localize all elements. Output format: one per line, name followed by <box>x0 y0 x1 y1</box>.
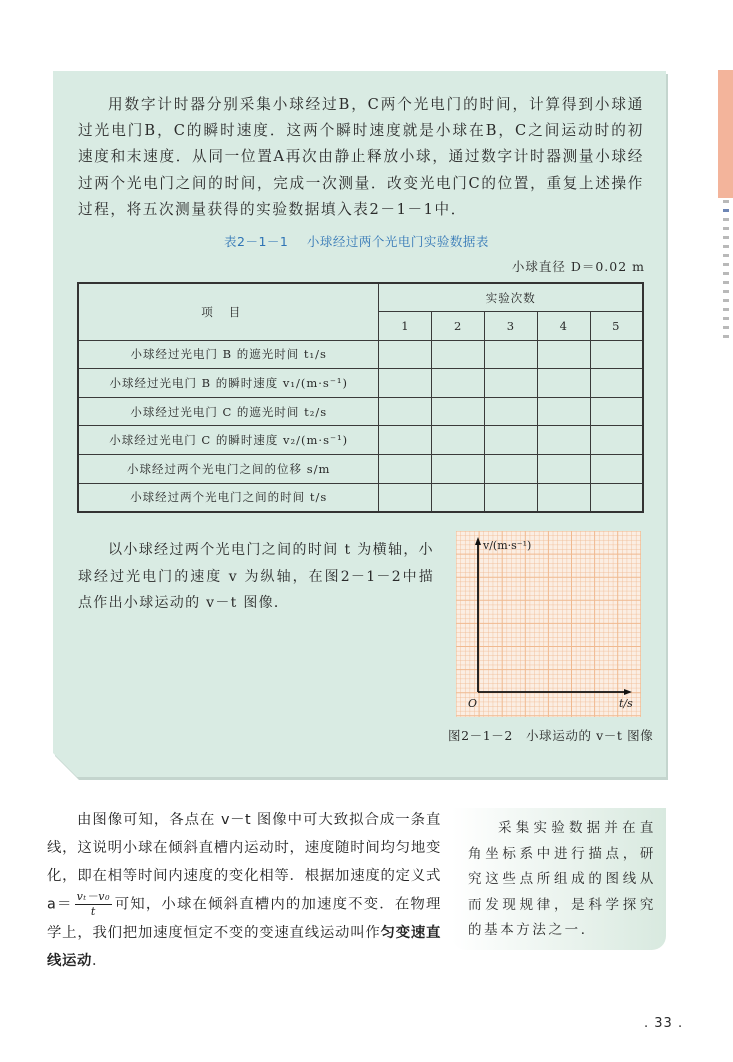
row-label: 小球经过光电门 C 的瞬时速度 v₂/(m·s⁻¹) <box>78 426 379 455</box>
data-cell[interactable] <box>485 483 538 512</box>
data-cell[interactable] <box>590 369 643 398</box>
x-axis-label: t/s <box>619 697 633 710</box>
table-caption <box>224 232 489 250</box>
table-row <box>78 397 643 426</box>
data-cell[interactable] <box>537 455 590 484</box>
data-cell[interactable] <box>485 455 538 484</box>
plot-instruction: 以小球经过两个光电门之间的时间 t 为横轴，小球经过光电门的速度 v 为纵轴，在图2－1－2中描点作出小球运动的 v－t 图像． <box>78 542 434 611</box>
data-cell[interactable] <box>432 426 485 455</box>
data-cell[interactable] <box>379 455 432 484</box>
row-label: 小球经过光电门 B 的瞬时速度 v₁/(m·s⁻¹) <box>78 369 379 398</box>
data-cell[interactable] <box>485 397 538 426</box>
row-label: 小球经过两个光电门之间的位移 s/m <box>78 455 379 484</box>
data-cell[interactable] <box>432 340 485 369</box>
body-paragraph <box>47 806 441 975</box>
origin-label: O <box>468 697 478 710</box>
page-number: . 33 . <box>644 1016 684 1031</box>
row-label: 小球经过光电门 B 的遮光时间 t₁/s <box>78 340 379 369</box>
formula-denominator: t <box>90 905 96 918</box>
acceleration-formula <box>75 890 113 919</box>
data-cell[interactable] <box>379 340 432 369</box>
table-title: 小球经过两个光电门实验数据表 <box>306 234 489 249</box>
experiment-data-table <box>77 282 644 513</box>
table-row <box>78 483 643 512</box>
run-header: 1 <box>379 312 432 341</box>
header-item: 项目 <box>78 283 379 340</box>
run-header: 5 <box>590 312 643 341</box>
vt-graph-paper <box>456 531 641 717</box>
data-cell[interactable] <box>537 397 590 426</box>
data-cell[interactable] <box>485 340 538 369</box>
table-row <box>78 426 643 455</box>
table-row <box>78 340 643 369</box>
y-axis-label: v/(m·s⁻¹) <box>483 539 532 552</box>
chapter-side-label <box>718 200 733 340</box>
table-number: 表2－1－1 <box>224 234 289 249</box>
figure-caption: 图2－1－2 小球运动的 v－t 图像 <box>448 728 654 743</box>
table-row <box>78 455 643 484</box>
data-cell[interactable] <box>379 397 432 426</box>
formula-numerator: vₜ－v₀ <box>76 890 111 903</box>
run-header: 2 <box>432 312 485 341</box>
data-cell[interactable] <box>379 483 432 512</box>
data-cell[interactable] <box>537 483 590 512</box>
header-runs: 实验次数 <box>379 283 643 312</box>
data-cell[interactable] <box>537 340 590 369</box>
run-header: 4 <box>537 312 590 341</box>
body-text-1: 由图像可知，各点在 v－t 图像中可大致拟合成一条直线，这说明小球在倾斜直槽内运动时，速度随时间均匀地变化，即在相等时间内速度的变化相等．根据加速度的定义式 a＝ <box>47 812 441 913</box>
data-cell[interactable] <box>432 483 485 512</box>
data-cell[interactable] <box>590 397 643 426</box>
data-cell[interactable] <box>432 369 485 398</box>
data-cell[interactable] <box>590 426 643 455</box>
data-cell[interactable] <box>432 455 485 484</box>
row-label: 小球经过两个光电门之间的时间 t/s <box>78 483 379 512</box>
body-end: ． <box>91 953 107 969</box>
data-cell[interactable] <box>537 369 590 398</box>
body-text-2: 可知，小球在倾斜直槽内的加速度不变．在物理学上，我们把加速度恒定不变的变速直线运动叫作 <box>47 896 441 941</box>
chapter-side-tab <box>718 70 733 198</box>
data-cell[interactable] <box>379 369 432 398</box>
side-tip-box: 采集实验数据并在直角坐标系中进行描点，研究这些点所组成的图线从而发现规律，是科学探究的基本方法之一． <box>452 808 666 950</box>
data-cell[interactable] <box>485 426 538 455</box>
row-label: 小球经过光电门 C 的遮光时间 t₂/s <box>78 397 379 426</box>
data-cell[interactable] <box>590 340 643 369</box>
data-cell[interactable] <box>590 483 643 512</box>
table-row <box>78 369 643 398</box>
data-cell[interactable] <box>432 397 485 426</box>
data-cell[interactable] <box>379 426 432 455</box>
data-cell[interactable] <box>537 426 590 455</box>
data-cell[interactable] <box>590 455 643 484</box>
intro-paragraph: 用数字计时器分别采集小球经过B，C两个光电门的时间，计算得到小球通过光电门B，C的瞬时速度．这两个瞬时速度就是小球在B，C之间运动时的初速度和末速度．从同一位置A再次由静止释放小球，通过数字计时器测量小球经过两个光电门之间的时间，完成一次测量．改变光电门C的位置，重复上述操作过程，将五次测量获得的实验数据填入表2－1－1中． <box>78 96 644 218</box>
key-term: 匀变速直线运动 <box>47 925 442 969</box>
ball-diameter-note: 小球直径 D＝0.02 m <box>511 259 645 274</box>
run-header: 3 <box>485 312 538 341</box>
data-cell[interactable] <box>485 369 538 398</box>
